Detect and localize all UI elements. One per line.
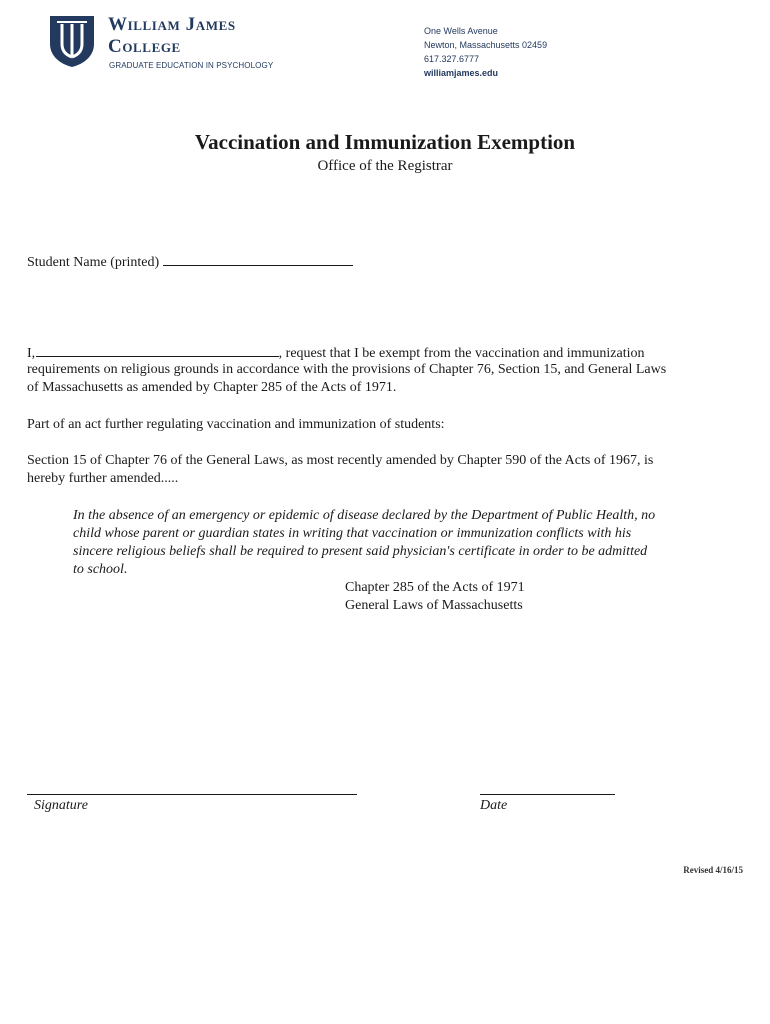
address-block [424, 24, 547, 80]
college-name-line2: College [108, 36, 181, 57]
phone-number: 617.327.6777 [424, 54, 480, 64]
website-link[interactable]: williamjames.edu [424, 68, 499, 78]
college-name-line1: William James [108, 14, 236, 35]
address-line2: Newton, Massachusetts 02459 [424, 40, 548, 50]
student-name-field[interactable] [163, 252, 353, 266]
college-logo-icon [48, 14, 96, 68]
quote-line-3: sincere religious beliefs shall be required to present said physician's certificate in order to be admitted [73, 544, 648, 559]
college-tagline: GRADUATE EDUCATION IN PSYCHOLOGY [109, 61, 274, 70]
date-field[interactable] [480, 794, 615, 795]
section-line-2: hereby further amended..... [27, 471, 179, 486]
request-line1-text: , request that I be exempt from the vaccination and immunization [278, 346, 645, 361]
page-title: Vaccination and Immunization Exemption [194, 130, 576, 154]
revision-date: Revised 4/16/15 [683, 865, 743, 875]
college-name [108, 14, 236, 58]
citation-line-2: General Laws of Massachusetts [345, 598, 523, 613]
date-label: Date [480, 798, 508, 813]
signature-label: Signature [34, 798, 88, 813]
quote-line-2: child whose parent or guardian states in writing that vaccination or immunization conflicts with his [73, 526, 632, 541]
address-line1: One Wells Avenue [424, 26, 498, 36]
quote-line-4: to school. [73, 562, 128, 577]
citation-line-1: Chapter 285 of the Acts of 1971 [345, 580, 525, 595]
section-line-1: Section 15 of Chapter 76 of the General Laws, as most recently amended by Chapter 590 of the Acts of 1967, is [27, 453, 654, 468]
request-prefix: I, [27, 346, 36, 361]
request-line-1 [27, 343, 645, 363]
requester-name-field[interactable] [36, 343, 279, 357]
student-name-label: Student Name (printed) [27, 255, 160, 270]
act-intro: Part of an act further regulating vaccination and immunization of students: [27, 417, 445, 432]
page-subtitle: Office of the Registrar [317, 158, 453, 174]
request-line-2: requirements on religious grounds in accordance with the provisions of Chapter 76, Section 15, and General Laws [27, 362, 667, 377]
student-name-row [27, 252, 353, 272]
quote-line-1: In the absence of an emergency or epidemic of disease declared by the Department of Public Health, no [73, 508, 656, 523]
signature-field[interactable] [27, 794, 357, 795]
request-line-3: of Massachusetts as amended by Chapter 285 of the Acts of 1971. [27, 380, 397, 395]
